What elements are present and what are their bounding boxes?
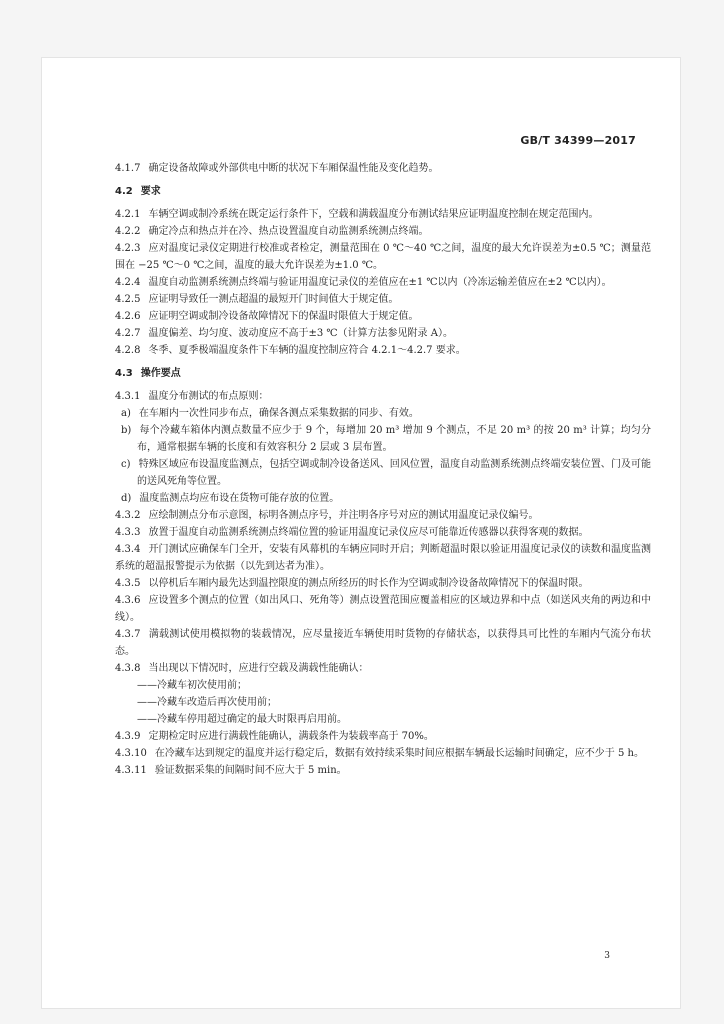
clause-text: ——冷藏车改造后再次使用前； <box>137 697 277 708</box>
clause-text: 车辆空调或制冷系统在既定运行条件下，空载和满载温度分布测试结果应证明温度控制在规定范围内。 <box>148 209 599 220</box>
clause-paragraph <box>115 728 651 745</box>
clause-paragraph <box>115 762 651 779</box>
clause-number: 4.2.1 <box>115 209 141 220</box>
clause-paragraph <box>115 274 651 291</box>
section-heading <box>115 365 651 382</box>
clause-number: 4.3.10 <box>115 748 147 759</box>
clause-paragraph <box>115 592 651 626</box>
clause-text: 开门测试应确保车门全开，安装有风幕机的车辆应同时开启；判断超温时限以验证用温度记录仪的读数和温度监测系统的超温报警提示为依据（以先到达者为准）。 <box>115 544 651 572</box>
clause-paragraph <box>115 160 651 177</box>
clause-text: 当出现以下情况时，应进行空载及满载性能确认： <box>148 663 369 674</box>
clause-number: 4.2.3 <box>115 243 141 254</box>
clause-paragraph <box>115 291 651 308</box>
dash-item <box>115 677 651 694</box>
clause-number: 4.1.7 <box>115 163 141 174</box>
list-item <box>115 405 651 422</box>
clause-number: 4.3.3 <box>115 527 141 538</box>
page-number: 3 <box>604 951 610 961</box>
dash-item <box>115 694 651 711</box>
clause-number: 4.3.4 <box>115 544 141 555</box>
clause-paragraph <box>115 575 651 592</box>
clause-number: a) <box>121 408 131 419</box>
clause-text: 应证明导致任一测点超温的最短开门时间值大于规定值。 <box>148 294 399 305</box>
clause-paragraph <box>115 206 651 223</box>
clause-number: c) <box>121 459 131 470</box>
clause-text: 在车厢内一次性同步布点，确保各测点采集数据的同步、有效。 <box>138 408 419 419</box>
clause-text: ——冷藏车初次使用前； <box>137 680 247 691</box>
clause-text: 每个冷藏车箱体内测点数量不应少于 9 个，每增加 20 m³ 增加 9 个测点，不足 20 m³ 的按 20 m³ 计算；均匀分布，通常根据车辆的长度和有效容积分 2 层或 3 层布置。 <box>137 425 651 453</box>
document-body <box>115 160 651 779</box>
clause-text: 应对温度记录仪定期进行校准或者检定，测量范围在 0 ℃～40 ℃之间，温度的最大允许误差为±0.5 ℃；测量范围在 −25 ℃～0 ℃之间，温度的最大允许误差为±1.0 ℃。 <box>115 243 651 271</box>
clause-paragraph <box>115 388 651 405</box>
clause-number: 4.3.5 <box>115 578 141 589</box>
clause-text: 操作要点 <box>140 368 181 379</box>
clause-number: 4.3.2 <box>115 510 141 521</box>
document-page <box>42 58 680 1008</box>
clause-text: 温度监测点均应布设在货物可能存放的位置。 <box>139 493 340 504</box>
clause-text: 在冷藏车达到规定的温度并运行稳定后，数据有效持续采集时间应根据车辆最长运输时间确定，应不少于 5 h。 <box>154 748 644 759</box>
clause-text: 验证数据采集的间隔时间不应大于 5 min。 <box>154 765 347 776</box>
clause-number: 4.2.5 <box>115 294 141 305</box>
clause-number: 4.3.1 <box>115 391 141 402</box>
clause-paragraph <box>115 308 651 325</box>
clause-paragraph <box>115 660 651 677</box>
clause-text: ——冷藏车停用超过确定的最大时限再启用前。 <box>137 714 347 725</box>
standard-number: GB/T 34399—2017 <box>520 134 636 147</box>
clause-paragraph <box>115 325 651 342</box>
clause-number: 4.3.8 <box>115 663 141 674</box>
clause-paragraph <box>115 240 651 274</box>
clause-text: 应设置多个测点的位置（如出风口、死角等）测点设置范围应覆盖相应的区域边界和中点（如送风夹角的两边和中线）。 <box>115 595 651 623</box>
clause-text: 确定设备故障或外部供电中断的状况下车厢保温性能及变化趋势。 <box>148 163 439 174</box>
list-item <box>115 490 651 507</box>
clause-number: 4.2.4 <box>115 277 141 288</box>
clause-number: 4.3 <box>115 368 133 379</box>
clause-paragraph <box>115 507 651 524</box>
clause-text: 特殊区域应布设温度监测点，包括空调或制冷设备送风、回风位置，温度自动监测系统测点终端安装位置、门及可能的送风死角等位置。 <box>137 459 651 487</box>
clause-text: 确定冷点和热点并在冷、热点设置温度自动监测系统测点终端。 <box>148 226 429 237</box>
list-item <box>115 422 651 456</box>
section-heading <box>115 183 651 200</box>
clause-number: 4.3.11 <box>115 765 147 776</box>
dash-item <box>115 711 651 728</box>
clause-paragraph <box>115 223 651 240</box>
clause-paragraph <box>115 626 651 660</box>
clause-number: b) <box>121 425 132 436</box>
list-item <box>115 456 651 490</box>
clause-text: 温度分布测试的布点原则： <box>148 391 269 402</box>
clause-number: d) <box>121 493 132 504</box>
clause-text: 放置于温度自动监测系统测点终端位置的验证用温度记录仪应尽可能靠近传感器以获得客观的数据。 <box>148 527 589 538</box>
clause-number: 4.2.8 <box>115 345 141 356</box>
clause-text: 满载测试使用模拟物的装载情况，应尽量接近车辆使用时货物的存储状态，以获得具可比性的车厢内气流分布状态。 <box>115 629 651 657</box>
clause-text: 应绘制测点分布示意图，标明各测点序号，并注明各序号对应的测试用温度记录仪编号。 <box>148 510 539 521</box>
clause-number: 4.3.9 <box>115 731 141 742</box>
clause-paragraph <box>115 541 651 575</box>
clause-paragraph <box>115 524 651 541</box>
clause-text: 温度偏差、均匀度、波动度应不高于±3 ℃（计算方法参见附录 A）。 <box>148 328 453 339</box>
clause-number: 4.3.6 <box>115 595 141 606</box>
clause-text: 以停机后车厢内最先达到温控限度的测点所经历的时长作为空调或制冷设备故障情况下的保温时限。 <box>148 578 589 589</box>
clause-number: 4.2.2 <box>115 226 141 237</box>
clause-paragraph <box>115 745 651 762</box>
clause-text: 定期检定时应进行满载性能确认，满载条件为装载率高于 70%。 <box>148 731 434 742</box>
clause-number: 4.2.6 <box>115 311 141 322</box>
clause-paragraph <box>115 342 651 359</box>
clause-text: 温度自动监测系统测点终端与验证用温度记录仪的差值应在±1 ℃以内（冷冻运输差值应在±2 ℃以内）。 <box>148 277 612 288</box>
clause-text: 应证明空调或制冷设备故障情况下的保温时限值大于规定值。 <box>148 311 419 322</box>
clause-number: 4.2.7 <box>115 328 141 339</box>
clause-number: 4.3.7 <box>115 629 141 640</box>
clause-number: 4.2 <box>115 186 133 197</box>
clause-text: 要求 <box>140 186 161 197</box>
clause-text: 冬季、夏季极端温度条件下车辆的温度控制应符合 4.2.1～4.2.7 要求。 <box>148 345 466 356</box>
